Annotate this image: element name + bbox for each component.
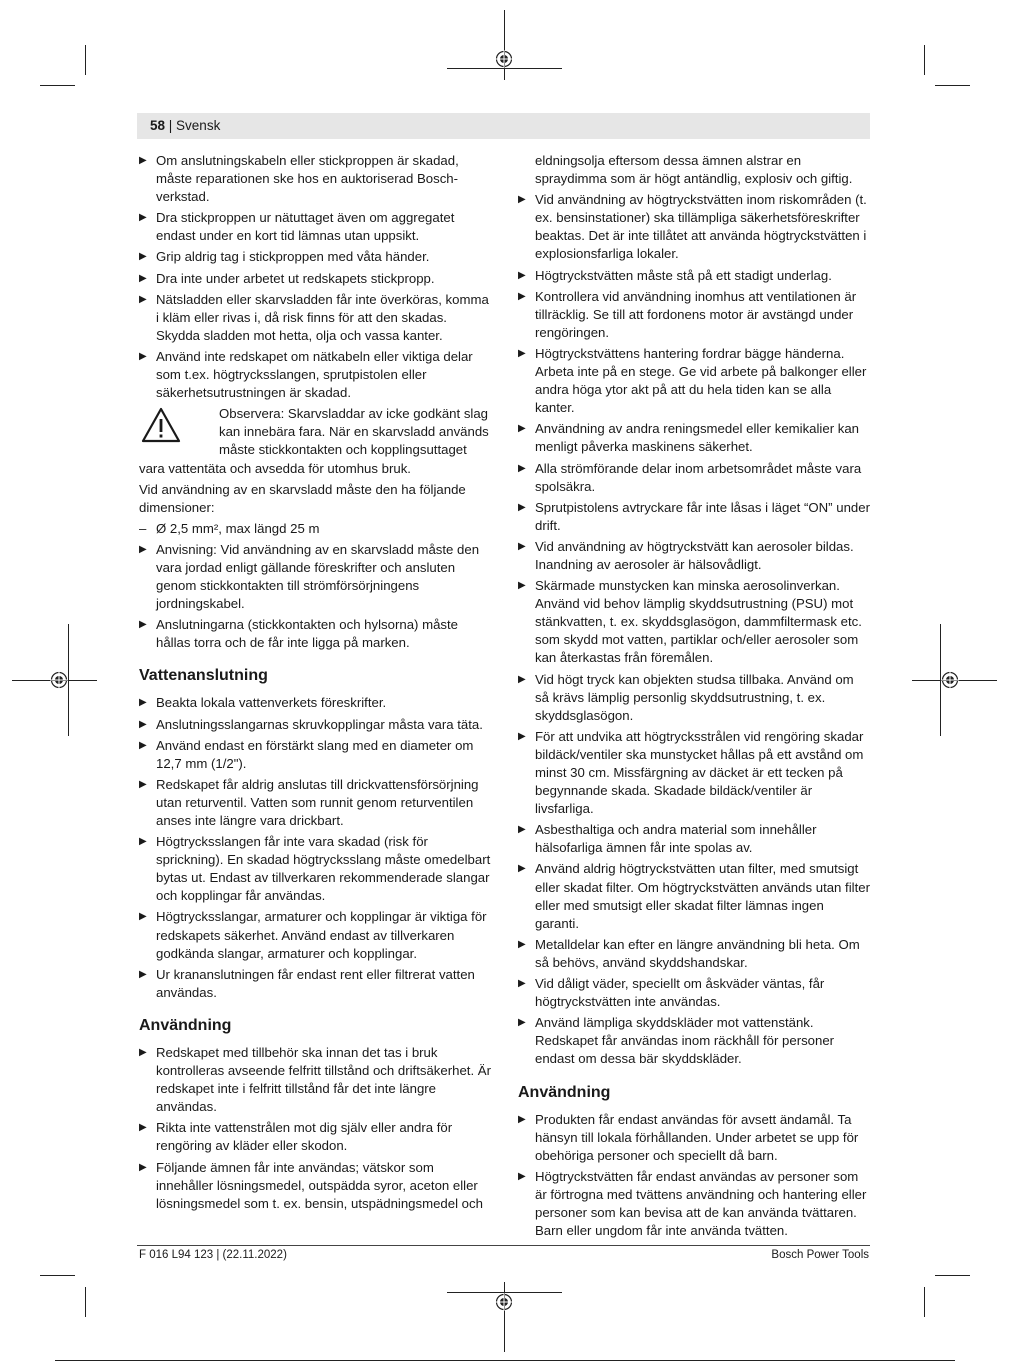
list-item: ▶ Anslutningarna (stickkontakten och hylsorna) måste hållas torra och de får inte ligga på marken. <box>139 617 458 651</box>
list-item: ▶ Använd lämpliga skyddskläder mot vattenstänk. Redskapet får användas inom räckhåll för personer endast om dessa bär skyddskläder. <box>518 1015 835 1067</box>
list-item: ▶ Användning av andra reningsmedel eller kemikalier kan menligt påverka maskinens säkerhet. <box>518 421 860 455</box>
section-heading: Användning <box>139 1016 232 1034</box>
triangle-right-icon: ▶ <box>518 269 526 281</box>
list-item: ▶ Skärmade munstycken kan minska aerosolinverkan. Använd vid behov lämplig skyddsutrustning (PSU) mot stänkvatten, t. ex. skyddsglasögon, dammfiltermask etc. som skydd mot vatten, partiklar och/eller aerosoler som kan återkastas från föremålen. <box>518 578 862 666</box>
list-item: ▶ Beakta lokala vattenverkets föreskrifter. <box>139 694 491 712</box>
list-item: ▶ För att undvika att högtrycksstrålen vid rengöring skadar bildäck/ventiler ska munstycket hållas på ett avstånd om minst 30 cm. Missfärgning av däcket är ett tecken på begynnande skada. Skadade bildäck/ventiler är livsfarliga. <box>518 728 864 817</box>
crop-mark <box>924 45 925 75</box>
triangle-right-icon: ▶ <box>518 462 526 474</box>
paragraph: Vid användning av en skarvsladd måste den ha följande dimensioner: <box>139 481 466 515</box>
crop-mark <box>935 1275 970 1276</box>
list-item: ▶ Sprutpistolens avtryckare får inte låsas i läget “ON” under drift. <box>518 499 870 533</box>
list-item: ▶ Redskapet får aldrig anslutas till drickvattensförsörjning utan returventil. Vatten som runnit genom returventilen anses inte längre vara drickbart. <box>139 776 479 828</box>
triangle-right-icon: ▶ <box>139 272 147 284</box>
bullet-list <box>139 152 491 402</box>
page-number: 58 <box>150 118 166 133</box>
list-item: ▶ Högtryckstvättens hantering fordrar bägge händerna. Arbeta inte på en stege. Ge vid arbete på balkonger eller andra höga ytor akt på att du hela tiden kan se alla kanter. <box>518 345 867 416</box>
list-item: ▶ Redskapet med tillbehör ska innan det tas i bruk kontrolleras avseende felfritt tillstånd och driftsäkerhet. Är redskapet inte i felfritt tillstånd får det inte längre användas. <box>139 1044 491 1115</box>
triangle-right-icon: ▶ <box>139 718 147 730</box>
crop-mark <box>935 85 970 86</box>
triangle-right-icon: ▶ <box>139 911 147 923</box>
list-item: ▶ Grip aldrig tag i stickproppen med våta händer. <box>139 248 491 266</box>
triangle-right-icon: ▶ <box>518 673 526 685</box>
crop-mark <box>85 1287 86 1317</box>
triangle-right-icon: ▶ <box>139 543 147 555</box>
triangle-right-icon: ▶ <box>518 730 526 742</box>
triangle-right-icon: ▶ <box>139 212 147 224</box>
triangle-right-icon: ▶ <box>518 824 526 836</box>
left-column <box>139 152 491 1216</box>
triangle-right-icon: ▶ <box>139 739 147 751</box>
triangle-right-icon: ▶ <box>518 423 526 435</box>
list-item: ▶ Dra inte under arbetet ut redskapets stickpropp. <box>139 270 491 288</box>
list-item: ▶ Använd endast en förstärkt slang med en diameter om 12,7 mm (1/2"). <box>139 737 474 771</box>
list-item: ▶ Asbesthaltiga och andra material som innehåller hälsofarliga ämnen får inte spolas av. <box>518 822 817 856</box>
list-item: ▶ Produkten får endast användas för avsett ändamål. Ta hänsyn till lokala förhållanden. Under arbetet se upp för obehöriga personer och speciellt då barn. <box>518 1111 859 1163</box>
document-code: F 016 L94 123 | (22.11.2022) <box>139 1249 287 1261</box>
list-item: ▶ Metalldelar kan efter en längre användning bli heta. Om så behövs, använd skyddshandskar. <box>518 936 860 970</box>
warning-text: Observera: Skarvsladdar av icke godkänt slag kan innebära fara. När en skarvsladd används måste stickkontakten och kopplingsuttaget <box>219 406 489 458</box>
triangle-right-icon: ▶ <box>518 1113 526 1125</box>
triangle-right-icon: ▶ <box>139 251 147 263</box>
list-item: ▶ Ur krananslutningen får endast rent eller filtrerat vatten användas. <box>139 966 475 1000</box>
section-heading: Vattenanslutning <box>139 667 268 685</box>
triangle-right-icon: ▶ <box>518 938 526 950</box>
list-item: ▶ Använd aldrig högtryckstvätten utan filter, med smutsigt eller skadat filter. Om högtryckstvätten används utan filter eller med smutsigt eller skadat filter lämnas ingen garanti. <box>518 861 870 931</box>
footer-rule <box>137 1245 870 1246</box>
list-item: ▶ Alla strömförande delar inom arbetsområdet måste vara spolsäkra. <box>518 460 862 494</box>
list-item: ▶ Anslutningsslangarnas skruvkopplingar måsta vara täta. <box>139 716 491 734</box>
list-item: ▶ Vid högt tryck kan objekten studsa tillbaka. Använd om så krävs lämplig personlig skyddsutrustning, t. ex. skyddsglasögon. <box>518 671 854 723</box>
page-header <box>137 113 870 139</box>
list-item: ▶ Vid dåligt väder, speciellt om åskväder väntas, får högtryckstvätten inte användas. <box>518 976 825 1010</box>
list-item: ▶ Om anslutningskabeln eller stickproppen är skadad, måste reparationen ske hos en auktoriserad Bosch-verkstad. <box>139 153 459 205</box>
header-separator: | <box>165 118 177 133</box>
triangle-right-icon: ▶ <box>518 540 526 552</box>
list-item: ▶ Högtrycksslangar, armaturer och kopplingar är viktiga för redskapets säkerhet. Använd endast av tillverkaren godkända slangar, armaturer och kopplingar. <box>139 909 487 961</box>
list-item: ▶ Följande ämnen får inte användas; vätskor som innehåller lösningsmedel, outspädda syror, aceton eller lösningsmedel som t. ex. bensin, utspädningsmedel och <box>139 1159 483 1211</box>
crop-mark <box>924 1287 925 1317</box>
list-item: ▶ Kontrollera vid användning inomhus att ventilationen är tillräcklig. Se till att fordonens motor är avstängd under rengöringen. <box>518 288 857 340</box>
dash-item: – Ø 2,5 mm², max längd 25 m <box>139 520 320 536</box>
triangle-right-icon: ▶ <box>139 350 147 362</box>
triangle-right-icon: ▶ <box>139 1046 147 1058</box>
triangle-right-icon: ▶ <box>139 155 147 166</box>
section-heading: Användning <box>518 1083 611 1101</box>
triangle-right-icon: ▶ <box>139 1161 147 1173</box>
triangle-right-icon: ▶ <box>139 619 147 631</box>
warning-triangle-icon <box>141 407 181 443</box>
list-item: ▶ Anvisning: Vid användning av en skarvsladd måste den vara jordad enligt gällande föreskrifter och ansluten genom stickkontakten till strömförsörjningens jordningskabel. <box>139 541 480 612</box>
triangle-right-icon: ▶ <box>518 501 526 513</box>
triangle-right-icon: ▶ <box>518 290 526 302</box>
triangle-right-icon: ▶ <box>518 1170 526 1182</box>
list-item: ▶ Högtryckstvätten får endast användas av personer som är förtrogna med tvättens användning och hantering eller personer som kan bevisa att de kan använda tvättaren. Barn eller ungdom får inte använda tvätten. <box>518 1168 867 1239</box>
list-item: ▶ Nätsladden eller skarvsladden får inte överköras, komma i kläm eller rivas i, då risk finns för att den skadas. Skydda sladden mot hetta, olja och vassa kanter. <box>139 291 489 343</box>
registration-line <box>504 10 505 80</box>
list-item: ▶ Högtrycksslangen får inte vara skadad (risk för sprickning). En skadad högtrycksslang måste omedelbart bytas ut. Endast av tillverkaren rekommenderade slangar och kopplingar får användas. <box>139 834 491 904</box>
triangle-right-icon: ▶ <box>139 1122 147 1134</box>
triangle-right-icon: ▶ <box>518 194 526 206</box>
list-item: ▶ Vid användning av högtryckstvätten inom riskområden (t. ex. bensinstationer) ska tillämpliga säkerhetsföreskrifter beaktas. Det är inte tillåtet att använda högtryckstvätten i explosionsfarliga lokaler. <box>518 192 867 262</box>
triangle-right-icon: ▶ <box>518 580 526 592</box>
triangle-right-icon: ▶ <box>518 1017 526 1029</box>
registration-mark-icon <box>941 671 959 689</box>
registration-mark-icon <box>50 671 68 689</box>
crop-mark <box>40 1275 75 1276</box>
crop-mark <box>40 85 75 86</box>
warning-text-tail: vara vattentäta och avsedda för utomhus bruk. <box>139 460 411 476</box>
list-item: ▶ Vid användning av högtryckstvätt kan aerosoler bildas. Inandning av aerosoler är hälsovådligt. <box>518 538 854 572</box>
list-item: ▶ Använd inte redskapet om nätkabeln eller viktiga delar som t.ex. högtrycksslangen, sprutpistolen eller säkerhetsutrustningen är skadad. <box>139 348 473 401</box>
registration-line <box>68 624 69 736</box>
warning-notice <box>139 405 491 459</box>
paragraph-continuation: eldningsolja eftersom dessa ämnen alstrar en spraydimma som är högt antändlig, explosiv och giftig. <box>535 153 853 187</box>
right-column <box>518 152 870 1243</box>
triangle-right-icon: ▶ <box>139 293 147 305</box>
header-language: Svensk <box>176 118 221 133</box>
triangle-right-icon: ▶ <box>518 347 526 359</box>
crop-mark <box>85 45 86 75</box>
brand-name: Bosch Power Tools <box>771 1249 869 1261</box>
triangle-right-icon: ▶ <box>139 697 147 709</box>
registration-mark-icon <box>495 1293 513 1311</box>
triangle-right-icon: ▶ <box>518 863 526 875</box>
triangle-right-icon: ▶ <box>139 778 147 790</box>
triangle-right-icon: ▶ <box>139 968 147 980</box>
registration-mark-icon <box>495 50 513 68</box>
triangle-right-icon: ▶ <box>518 978 526 990</box>
list-item: ▶ Högtryckstvätten måste stå på ett stadigt underlag. <box>518 267 870 285</box>
list-item: ▶ Rikta inte vattenstrålen mot dig själv eller andra för rengöring av kläder eller skodon. <box>139 1120 453 1154</box>
triangle-right-icon: ▶ <box>139 836 147 848</box>
list-item: ▶ Dra stickproppen ur nätuttaget även om aggregatet endast under en kort tid lämnas utan uppsikt. <box>139 210 455 244</box>
